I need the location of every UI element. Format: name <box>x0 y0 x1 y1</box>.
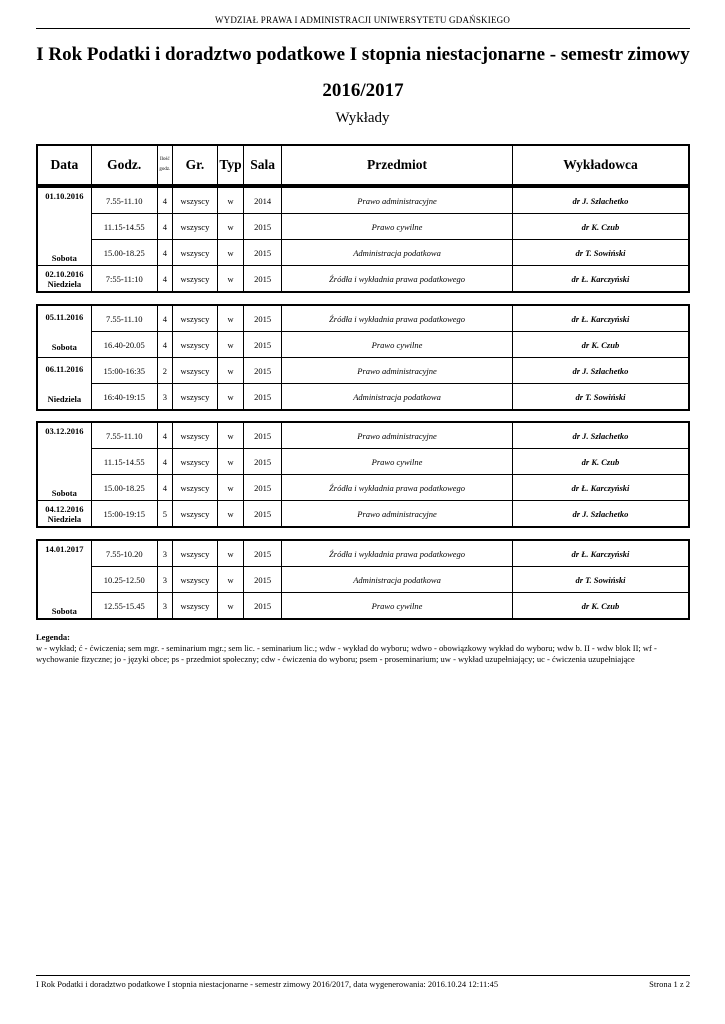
group-cell: wszyscy <box>172 449 217 475</box>
hours-cell: 3 <box>157 593 172 620</box>
hours-cell: 2 <box>157 358 172 384</box>
table-row <box>37 501 689 528</box>
hours-cell: 3 <box>157 384 172 411</box>
col-subject: Przedmiot <box>282 145 513 185</box>
lecturer-cell: dr T. Sowiński <box>512 240 689 266</box>
room-cell: 2015 <box>244 449 282 475</box>
table-row <box>37 567 689 593</box>
lecturer-cell: dr K. Czub <box>512 214 689 240</box>
col-time: Godz. <box>91 145 157 185</box>
date-cell <box>37 422 91 501</box>
hours-cell: 4 <box>157 240 172 266</box>
weekday-value: Niedziela <box>47 393 82 404</box>
hours-cell: 4 <box>157 449 172 475</box>
table-row <box>37 475 689 501</box>
room-cell: 2015 <box>244 305 282 332</box>
subject-cell: Źródła i wykładnia prawa podatkowego <box>282 475 513 501</box>
room-cell: 2015 <box>244 475 282 501</box>
date-value: 06.11.2016 <box>45 363 84 374</box>
legend <box>36 632 690 665</box>
col-hours-count <box>157 145 172 185</box>
type-cell: w <box>218 384 244 411</box>
lecturer-cell: dr K. Czub <box>512 593 689 620</box>
col-group: Gr. <box>172 145 217 185</box>
date-value: 04.12.2016 <box>45 503 84 514</box>
subject-cell: Prawo cywilne <box>282 449 513 475</box>
type-cell: w <box>218 187 244 214</box>
lecturer-cell: dr Ł. Karczyński <box>512 540 689 567</box>
lecturer-cell: dr Ł. Karczyński <box>512 305 689 332</box>
room-cell: 2015 <box>244 540 282 567</box>
room-cell: 2015 <box>244 567 282 593</box>
time-cell: 16:40-19:15 <box>91 384 157 411</box>
group-cell: wszyscy <box>172 501 217 528</box>
time-cell: 7:55-11:10 <box>91 266 157 293</box>
hours-cell: 4 <box>157 266 172 293</box>
table-row <box>37 266 689 293</box>
date-cell <box>37 187 91 266</box>
table-row <box>37 384 689 411</box>
group-cell: wszyscy <box>172 358 217 384</box>
weekday-value: Sobota <box>51 341 77 352</box>
subject-cell: Prawo administracyjne <box>282 501 513 528</box>
table-row <box>37 540 689 567</box>
group-cell: wszyscy <box>172 266 217 293</box>
lecturer-cell: dr J. Szlachetko <box>512 501 689 528</box>
weekday-value: Sobota <box>51 252 77 263</box>
page-subtitle: Wykłady <box>335 110 390 126</box>
col-room: Sala <box>244 145 282 185</box>
lecturer-cell: dr J. Szlachetko <box>512 422 689 449</box>
subject-cell: Administracja podatkowa <box>282 240 513 266</box>
type-cell: w <box>218 593 244 620</box>
table-row <box>37 422 689 449</box>
table-row <box>37 214 689 240</box>
hours-cell: 4 <box>157 422 172 449</box>
footer-info: I Rok Podatki i doradztwo podatkowe I stopnia niestacjonarne - semestr zimowy 2016/2017, data wygenerowania: 2016.10.24 12:11:45 <box>36 979 499 989</box>
table-row <box>37 358 689 384</box>
room-cell: 2015 <box>244 240 282 266</box>
date-value: 14.01.2017 <box>45 543 84 554</box>
type-cell: w <box>218 240 244 266</box>
weekday-value: Niedziela <box>47 278 82 289</box>
table-row <box>37 240 689 266</box>
lecturer-cell: dr Ł. Karczyński <box>512 266 689 293</box>
col-lecturer: Wykładowca <box>512 145 689 185</box>
room-cell: 2015 <box>244 358 282 384</box>
lecturer-cell: dr J. Szlachetko <box>512 358 689 384</box>
hours-cell: 4 <box>157 332 172 358</box>
table-row <box>37 187 689 214</box>
subject-cell: Prawo administracyjne <box>282 422 513 449</box>
table-row <box>37 332 689 358</box>
date-cell <box>37 266 91 293</box>
subject-cell: Administracja podatkowa <box>282 567 513 593</box>
group-cell: wszyscy <box>172 540 217 567</box>
lecturer-cell: dr T. Sowiński <box>512 384 689 411</box>
date-cell <box>37 358 91 411</box>
schedule-block <box>36 539 690 620</box>
type-cell: w <box>218 540 244 567</box>
page-title: I Rok Podatki i doradztwo podatkowe I stopnia niestacjonarne - semestr zimowy 2016/2017 <box>36 44 690 101</box>
page-number: Strona 1 z 2 <box>649 979 690 989</box>
time-cell: 7.55-11.10 <box>91 187 157 214</box>
schedule-block <box>36 421 690 528</box>
type-cell: w <box>218 305 244 332</box>
group-cell: wszyscy <box>172 305 217 332</box>
group-cell: wszyscy <box>172 593 217 620</box>
schedule-header-table <box>36 144 690 186</box>
subject-cell: Prawo cywilne <box>282 593 513 620</box>
date-cell <box>37 540 91 619</box>
subject-cell: Źródła i wykładnia prawa podatkowego <box>282 266 513 293</box>
type-cell: w <box>218 501 244 528</box>
subject-cell: Prawo cywilne <box>282 332 513 358</box>
schedule-block <box>36 304 690 411</box>
type-cell: w <box>218 422 244 449</box>
type-cell: w <box>218 214 244 240</box>
hours-cell: 4 <box>157 187 172 214</box>
time-cell: 15.00-18.25 <box>91 240 157 266</box>
lecturer-cell: dr K. Czub <box>512 449 689 475</box>
type-cell: w <box>218 449 244 475</box>
weekday-value: Sobota <box>51 487 77 498</box>
time-cell: 15:00-19:15 <box>91 501 157 528</box>
col-hours-count-top: Ilość <box>159 157 170 162</box>
time-cell: 7.55-11.10 <box>91 422 157 449</box>
time-cell: 10.25-12.50 <box>91 567 157 593</box>
time-cell: 7.55-10.20 <box>91 540 157 567</box>
time-cell: 16.40-20.05 <box>91 332 157 358</box>
group-cell: wszyscy <box>172 214 217 240</box>
legend-text: w - wykład; ć - ćwiczenia; sem mgr. - seminarium mgr.; sem lic. - seminarium lic.; wdw - wykład do wyboru; wdwo - obowiązkowy wykład do wyboru; wdw b. II - wdw blok II; wf - wychowanie fizyczne; jo - języki obce; ps - przedmiot społeczny; cdw - ćwiczenia do wyboru; psem - proseminarium; uw - wykład uzupełniający; uc - ćwiczenia uzupełniające <box>36 643 657 664</box>
table-row <box>37 305 689 332</box>
room-cell: 2015 <box>244 332 282 358</box>
date-cell <box>37 501 91 528</box>
col-hours-count-bottom: godz. <box>159 167 171 172</box>
room-cell: 2014 <box>244 187 282 214</box>
time-cell: 15.00-18.25 <box>91 475 157 501</box>
room-cell: 2015 <box>244 266 282 293</box>
subject-cell: Źródła i wykładnia prawa podatkowego <box>282 305 513 332</box>
hours-cell: 4 <box>157 305 172 332</box>
col-type: Typ <box>218 145 244 185</box>
hours-cell: 4 <box>157 475 172 501</box>
time-cell: 11.15-14.55 <box>91 449 157 475</box>
group-cell: wszyscy <box>172 240 217 266</box>
column-header-row <box>37 145 689 185</box>
hours-cell: 3 <box>157 540 172 567</box>
group-cell: wszyscy <box>172 475 217 501</box>
table-row <box>37 593 689 620</box>
col-date: Data <box>37 145 91 185</box>
subject-cell: Źródła i wykładnia prawa podatkowego <box>282 540 513 567</box>
hours-cell: 3 <box>157 567 172 593</box>
date-value: 05.11.2016 <box>45 311 84 322</box>
date-value: 03.12.2016 <box>45 425 84 436</box>
table-row <box>37 449 689 475</box>
subject-cell: Prawo cywilne <box>282 214 513 240</box>
lecturer-cell: dr K. Czub <box>512 332 689 358</box>
room-cell: 2015 <box>244 214 282 240</box>
date-value: 02.10.2016 <box>45 268 84 279</box>
room-cell: 2015 <box>244 501 282 528</box>
room-cell: 2015 <box>244 422 282 449</box>
date-cell <box>37 305 91 358</box>
time-cell: 15:00-16:35 <box>91 358 157 384</box>
group-cell: wszyscy <box>172 332 217 358</box>
subject-cell: Administracja podatkowa <box>282 384 513 411</box>
room-cell: 2015 <box>244 384 282 411</box>
lecturer-cell: dr J. Szlachetko <box>512 187 689 214</box>
faculty-header: WYDZIAŁ PRAWA I ADMINISTRACJI UNIWERSYTETU GDAŃSKIEGO <box>214 15 511 25</box>
type-cell: w <box>218 358 244 384</box>
group-cell: wszyscy <box>172 567 217 593</box>
room-cell: 2015 <box>244 593 282 620</box>
group-cell: wszyscy <box>172 422 217 449</box>
type-cell: w <box>218 567 244 593</box>
lecturer-cell: dr Ł. Karczyński <box>512 475 689 501</box>
time-cell: 12.55-15.45 <box>91 593 157 620</box>
weekday-value: Niedziela <box>47 513 82 524</box>
time-cell: 11.15-14.55 <box>91 214 157 240</box>
weekday-value: Sobota <box>51 605 77 616</box>
time-cell: 7.55-11.10 <box>91 305 157 332</box>
subject-cell: Prawo administracyjne <box>282 358 513 384</box>
header-divider <box>36 28 690 29</box>
type-cell: w <box>218 266 244 293</box>
legend-title: Legenda: <box>36 632 70 642</box>
group-cell: wszyscy <box>172 187 217 214</box>
group-cell: wszyscy <box>172 384 217 411</box>
date-value: 01.10.2016 <box>45 190 84 201</box>
page-footer <box>36 975 690 989</box>
schedule-block <box>36 186 690 293</box>
subject-cell: Prawo administracyjne <box>282 187 513 214</box>
type-cell: w <box>218 475 244 501</box>
type-cell: w <box>218 332 244 358</box>
hours-cell: 5 <box>157 501 172 528</box>
lecturer-cell: dr T. Sowiński <box>512 567 689 593</box>
hours-cell: 4 <box>157 214 172 240</box>
